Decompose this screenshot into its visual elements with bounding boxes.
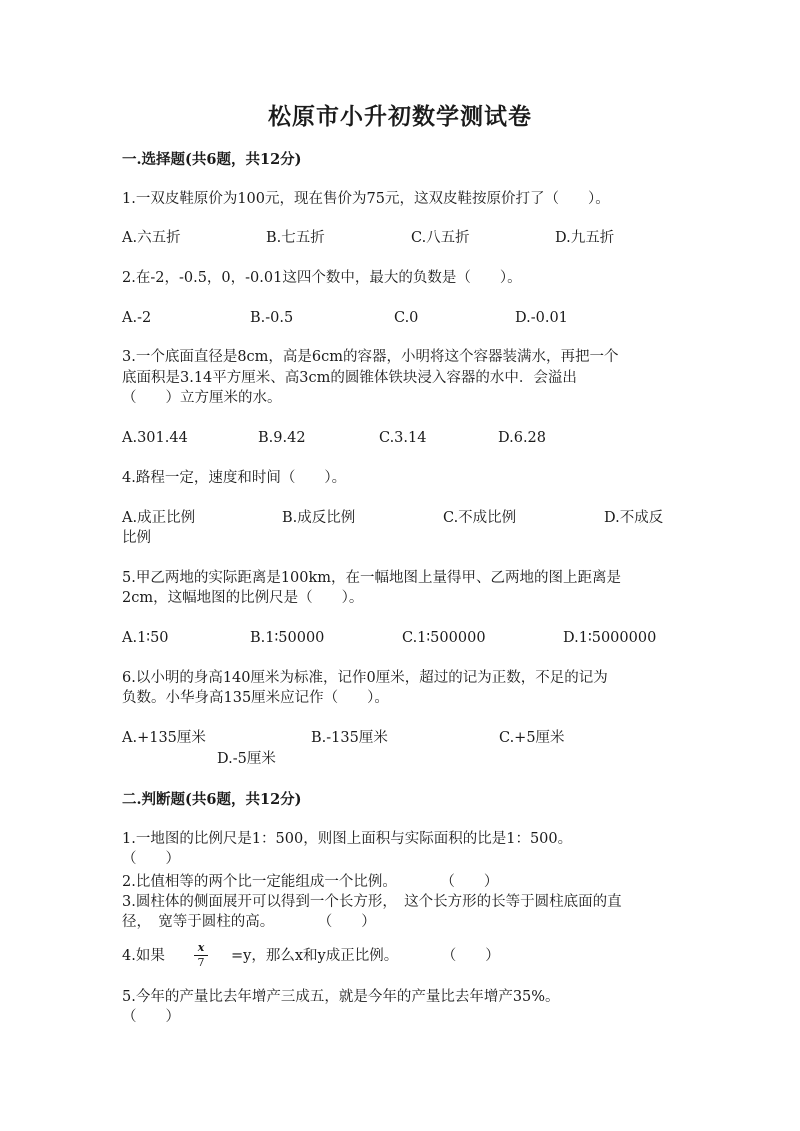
question-6-text-line-1: 6.以小明的身高140厘米为标准，记作0厘米，超过的记为正数，不足的记为 [122, 670, 608, 686]
question-1-option-a: A.六五折 [122, 230, 181, 246]
question-3-text-line-2: 底面积是3.14平方厘米、高3cm的圆锥体铁块浸入容器的水中．会溢出 [122, 370, 577, 386]
page-title: 松原市小升初数学测试卷 [268, 103, 532, 130]
question-1-text: 1.一双皮鞋原价为100元，现在售价为75元，这双皮鞋按原价打了（ ）。 [122, 191, 610, 207]
fraction-denominator: 7 [197, 956, 205, 969]
judgement-1-blank: （ ） [122, 851, 180, 867]
fraction-numerator: x [197, 941, 205, 954]
question-5-text-line-2: 2cm，这幅地图的比例尺是（ ）。 [122, 590, 364, 606]
judgement-1-text: 1.一地图的比例尺是1：500，则图上面积与实际面积的比是1：500。 [122, 831, 573, 847]
question-2-option-a: A.-2 [122, 310, 152, 326]
question-5-text-line-1: 5.甲乙两地的实际距离是100km，在一幅地图上量得甲、乙两地的图上距离是 [122, 570, 622, 586]
question-3-option-d: D.6.28 [498, 430, 547, 446]
question-4-option-b: B.成反比例 [282, 510, 356, 526]
judgement-3-text-line-2: 径， 宽等于圆柱的高。 （ ） [122, 914, 376, 930]
question-5-option-d: D.1∶5000000 [563, 630, 657, 646]
question-5-option-a: A.1∶50 [122, 630, 169, 646]
question-3-text-line-1: 3.一个底面直径是8cm，高是6cm的容器，小明将这个容器装满水，再把一个 [122, 349, 619, 365]
question-6-option-b: B.-135厘米 [311, 730, 388, 746]
question-1-option-b: B.七五折 [266, 230, 325, 246]
question-3-option-b: B.9.42 [258, 430, 306, 446]
judgement-2-text: 2.比值相等的两个比一定能组成一个比例。 （ ） [122, 874, 499, 890]
judgement-5-blank: （ ） [122, 1009, 180, 1025]
question-2-option-b: B.-0.5 [250, 310, 294, 326]
judgement-5-text: 5.今年的产量比去年增产三成五，就是今年的产量比去年增产35%。 [122, 989, 560, 1005]
question-1-option-d: D.九五折 [555, 230, 615, 246]
question-4-option-d-wrap: 比例 [122, 530, 151, 546]
question-3-option-a: A.301.44 [122, 430, 188, 446]
question-6-option-a: A.+135厘米 [122, 730, 206, 746]
judgement-4-text-start: 4.如果 [122, 948, 165, 964]
question-2-text: 2.在-2，-0.5，0，-0.01这四个数中，最大的负数是（ ）。 [122, 270, 522, 286]
fraction-x-over-7 [192, 942, 210, 969]
question-3-text-line-3: （ ）立方厘米的水。 [122, 390, 282, 406]
question-2-option-c: C.0 [394, 310, 419, 326]
question-3-option-c: C.3.14 [379, 430, 427, 446]
question-6-text-line-2: 负数。小华身高135厘米应记作（ ）。 [122, 690, 389, 706]
question-1-option-c: C.八五折 [411, 230, 470, 246]
question-4-option-c: C.不成比例 [443, 510, 517, 526]
judgement-3-text-line-1: 3.圆柱体的侧面展开可以得到一个长方形， 这个长方形的长等于圆柱底面的直 [122, 894, 622, 910]
section-heading-judgement: 二.判断题(共6题，共12分) [122, 791, 302, 808]
question-5-option-b: B.1∶50000 [250, 630, 325, 646]
question-5-option-c: C.1∶500000 [402, 630, 486, 646]
section-heading-choice: 一.选择题(共6题，共12分) [122, 151, 302, 168]
question-4-text: 4.路程一定，速度和时间（ ）。 [122, 470, 347, 486]
question-6-option-d: D.-5厘米 [217, 751, 276, 767]
question-6-option-c: C.+5厘米 [499, 730, 565, 746]
question-2-option-d: D.-0.01 [515, 310, 568, 326]
question-4-option-a: A.成正比例 [122, 510, 196, 526]
judgement-4-text-end: =y，那么x和y成正比例。 （ ） [231, 948, 500, 964]
question-4-option-d: D.不成反 [604, 510, 664, 526]
